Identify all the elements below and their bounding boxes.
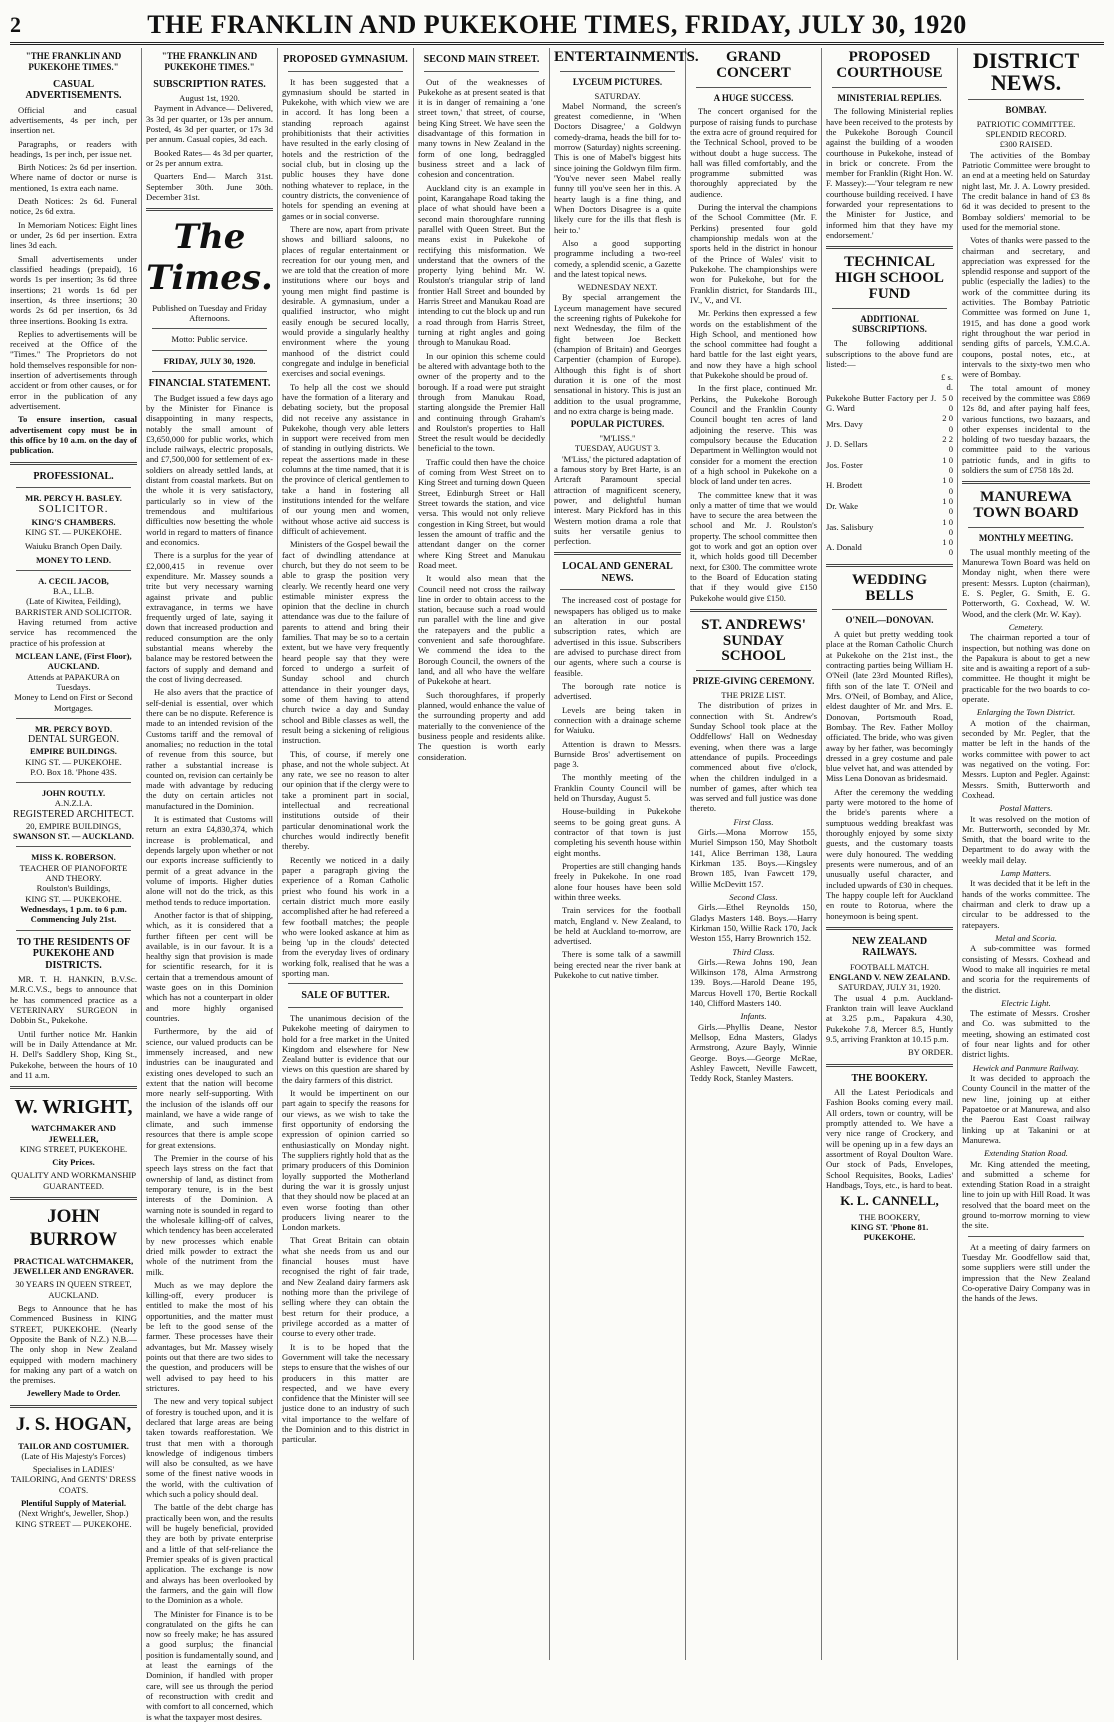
railways-subheading: FOOTBALL MATCH.: [850, 961, 929, 972]
roberson-title: TEACHER OF PIANOFORTE AND THEORY.: [19, 862, 128, 884]
news-item: There is some talk of a sawmill being erected near the river bank at Pukekohe to cut native timber.: [554, 949, 681, 981]
burrow-name: JOHN BURROW: [29, 1206, 118, 1250]
bookery-shop: THE BOOKERY,: [859, 1211, 920, 1222]
vet-text: MR. T. H. HANKIN, B.V.Sc. M.R.C.V.S., begs to announce that he has commenced practice as a VETERINARY SURGEON in Dobbin St., Pukekohe.: [10, 974, 137, 1026]
cemetery-heading: Cemetery.: [1008, 621, 1044, 632]
bookery-address: KING ST. 'Phone 81. PUKEKOHE.: [850, 1222, 929, 1243]
subs-quarters: Quarters End— March 31st. September 30th. June 30th. December 31st.: [146, 171, 273, 202]
casual-para: Official and casual advertisements, 4s per inch, per insertion net.: [10, 104, 137, 136]
columns: [6, 48, 1106, 1722]
ad-routly: [10, 788, 137, 841]
article-paragraph: The new and very topical subject of forestry is touched upon, and it is declared that large areas are being taken towards reafforestation. We trust that men with a thorough knowledge of indigenous timbers will also be consulted, as we have some of the finest native woods in the world, with the cultivation of which such a policy should deal.: [146, 1396, 273, 1500]
subs-heading: SUBSCRIPTION RATES.: [153, 78, 266, 90]
article-paragraph: Much as we may deplore the killing-off, every producer is entitled to make the most of his opportunities, and the matter must be left to the good sense of the farmer. These processes have their advantages, but Mr. Massey wisely points out that there are two sides to the question, and producers will be well advised to pay heed to his strictures.: [146, 1279, 273, 1393]
casual-para: Replies to advertisements will be received at the Office of the "Times." The Proprietors do not hold themselves responsible for non-insertion of advertisements through accident or from other causes, or for error in the publication of any advertisement.: [10, 328, 137, 412]
financial-heading: FINANCIAL STATEMENT.: [148, 378, 271, 390]
courthouse-subheading: MINISTERIAL REPLIES.: [837, 92, 942, 103]
newspaper-title: THE FRANKLIN AND PUKEKOHE TIMES, FRIDAY, JULY 30, 1920: [147, 10, 967, 39]
casual-title: "THE FRANKLIN AND PUKEKOHE TIMES.": [25, 51, 122, 72]
news-item: Train services for the football match, England v. New Zealand, to be held at Auckland to-morrow, are advertised.: [554, 905, 681, 947]
hewick-text: It was decided to approach the County Council in the matter of the new line, joining up at either Papatoetoe or at Manurewa, and also the Paerou East Coast railway linking up at Takanini or at Manurewa.: [962, 1073, 1090, 1145]
article-paragraph: It is estimated that Customs will return an extra £4,830,374, which increase is problematical, and depends largely upon whether or not our exports increase sufficiently to permit of a great advance in the volume of imports. Higher duties alone will not do the trick, as this method tends to reduce importation.: [146, 814, 273, 907]
roberson-name: MISS K. ROBERSON.: [31, 852, 116, 863]
professional-heading: PROFESSIONAL.: [33, 470, 114, 482]
enlarging-text: A motion of the chairman, seconded by Mr. Pegler, that the matter be left in the hands of the works committee with power to act was negatived on the voting. For: Messrs. Lupton and Pegler. Against: Messrs. Smith, Butterworth and Coxhead.: [962, 717, 1090, 800]
subs-date: August 1st, 1920.: [179, 93, 240, 104]
boyd-phone: P.O. Box 18. 'Phone 43S.: [30, 766, 117, 777]
district-news-heading: DISTRICT NEWS.: [972, 48, 1080, 95]
infants-text: Girls.—Phyllis Deane, Nestor Mellsop, Edna Masters, Gladys Armstrong, Azure Bayly, Winnie George. Boys.—George McRae, Ashley Fawcett, Neville Fawcett, Teddy Rock, Stanley Masters.: [690, 1021, 817, 1084]
popular-pictures-heading: POPULAR PICTURES.: [570, 419, 665, 430]
column-courthouse: [822, 48, 958, 1660]
wedding-text: A quiet but pretty wedding took place at the Roman Catholic Church at Pukekohe on the 21st inst., the contracting parties being William H. O'Neil (late 23rd Mounted Rifles), fifth son of the late T. O'Neil and Mrs. O'Neil, of Bombay, and Alice, eldest daughter of Mr. and Mrs. E. Donovan, Portsmouth Road, Bombay. The Rev. Father Molloy officiated. The bride, who was given away by her father, was becomingly dressed in a grey costume and pale blue velvet hat, and was attended by Miss Lena Donovan as bridesmaid.: [826, 629, 953, 784]
published-days: Published on Tuesday and Friday Afternoons.: [152, 302, 267, 324]
article-paragraph: The concert organised for the purpose of raising funds to purchase the extra acre of ground required for the Technical School, proved to be without doubt a huge success. The hall was filled comfortably, and the programme submitted was thoroughly appreciated by the audience.: [690, 106, 817, 199]
article-paragraph: Mabel Normand, the screen's greatest comedienne, in 'When Doctors Disagree,' a Goldwyn comedy-drama, heads the bill for to-morrow (Saturday) nights screening. This is one of Mabel's biggest hits since joining the Goldwyn film firm. 'You've never seen Mabel really funny till you've seen her in this. A hearty laugh is a fine thing, and When Doctors Disagree is a quite likely cure for the ills that flesh is heir to.': [554, 100, 681, 235]
basley-title: SOLICITOR.: [38, 503, 109, 516]
routly-building: 20, EMPIRE BUILDINGS,: [25, 820, 121, 831]
second-class-heading: Second Class.: [729, 891, 778, 902]
table-row: Jos. Foster 1 0 0: [826, 454, 953, 475]
ad-jacob: [10, 576, 137, 713]
hogan-supply: Plentiful Supply of Material.: [20, 1498, 127, 1509]
splendid-record: SPLENDID RECORD.: [985, 129, 1067, 140]
casual-para: In Memoriam Notices: Eight lines or under, 2s 6d per insertion. Extra lines 3d each.: [10, 219, 137, 251]
prize-list-heading: THE PRIZE LIST.: [721, 690, 786, 701]
routly-name: JOHN ROUTLY.: [41, 788, 106, 799]
third-class-text: Girls.—Rewa Johns 190, Jean Wilkinson 178, Alma Armstrong 139. Boys.—Harold Deane 195, Marcus Hovell 170, Bertie Rockall 140, Clifford Masters 140.: [690, 956, 817, 1009]
railways-order: BY ORDER.: [907, 1047, 953, 1058]
jacob-title: BARRISTER AND SOLICITOR.: [15, 606, 132, 617]
boyd-name: MR. PERCY BOYD.: [34, 723, 113, 734]
extending-heading: Extending Station Road.: [984, 1148, 1068, 1159]
lamp-heading: Lamp Matters.: [1000, 868, 1052, 879]
tuesday-heading: TUESDAY, AUGUST 3.: [574, 443, 661, 454]
column-entertainments: [550, 48, 699, 1660]
cemetery-text: The chairman reported a tour of inspection, but nothing was done on the Papakura is about to get a new site and is awaiting a report of a sub-committee. He thought it might be practicable for the two boards to co-operate.: [962, 632, 1090, 705]
boyd-address: KING ST. — PUKEKOHE.: [25, 756, 122, 767]
article-paragraph: Out of the weaknesses of Pukekohe as at present seated is that it is in danger of remaining a 'one street town,' that street, of course, being King Street. We have seen the disadvantage of this formation in many towns in New Zealand in the form of one long, bedraggled business street and a lack of cohesion and concentration.: [418, 76, 545, 180]
patriotic-heading: PATRIOTIC COMMITTEE.: [976, 118, 1076, 129]
hogan-trade: TAILOR AND COSTUMIER.: [18, 1440, 129, 1451]
article-paragraph: He also avers that the practice of self-denial is essential, over which there can be no dispute. Reference is made to an intended revision of the Customs tariff and the removal of anomalies; no reduction in the total of revenue from this source, but rather a substantial increase is counted on, revision can certainly be made with advantage by reducing the duty on certain articles not manufactured in the Dominion.: [146, 687, 273, 811]
first-class-text: Girls.—Mona Morrow 155, Muriel Simpson 150, May Shotbolt 141, Alice Berriman 138, Laura Kirkman 135. Boys.—Kingsley Brown 185, Ivan Fawcett 179, Willie McDevitt 157.: [690, 827, 817, 889]
column-editorial: [142, 48, 278, 1722]
burrow-jewellery: Jewellery Made to Order.: [26, 1388, 121, 1399]
saturday-heading: SATURDAY.: [594, 90, 641, 101]
technical-school-subheading: ADDITIONAL SUBSCRIPTIONS.: [852, 313, 927, 335]
raised-amount: £300 RAISED.: [999, 139, 1053, 150]
bookery-heading: THE BOOKERY.: [851, 1072, 928, 1084]
casual-para: Death Notices: 2s 6d. Funeral notice, 2s 6d extra.: [10, 196, 137, 217]
article-paragraph: The total amount of money received by the committee was £869 12s 8d, and after paying half fees, various functions, two bazaars, and other expenses incidental to the holding of two tuesday bazaars, the committee paid to the various patriotic funds, and in gifts to soldiers the sum of £758 18s 2d.: [962, 382, 1090, 476]
vet-text: Until further notice Mr. Hankin will be in Daily Attendance at Mr. H. Dell's Saddlery Shop, King St., Pukekohe, between the hours of 10 and 11 a.m.: [10, 1028, 137, 1080]
bookery-text: All the Latest Periodicals and Fashion Books coming every mail. All orders, town or country, will be promptly attended to. We have a very nice range of Crockery, and will be opening up in a few days an assortment of Royal Doulton Ware. Our stock of Pads, Envelopes, School Requisites, Books, Ladies' Handbags, Toys, etc., is hard to beat.: [826, 1087, 953, 1190]
lyceum-heading: LYCEUM PICTURES.: [572, 76, 663, 87]
page-number: 2: [10, 12, 21, 37]
casual-para: Paragraphs, or readers with headings, 1s per inch, per issue net.: [10, 138, 137, 159]
boyd-title: DENTAL SURGEON.: [27, 734, 120, 746]
butter-article: [282, 1013, 409, 1445]
jacob-papakura: Attends at PAPAKURA on Tuesdays.: [27, 671, 120, 692]
column-main-street: [414, 48, 550, 1660]
jacob-office: MCLEAN LANE, (First Floor), AUCKLAND.: [15, 651, 132, 672]
manurewa-text: The usual monthly meeting of the Manurewa Town Board was held on Monday night, when there were present: Messrs. Lupton (chairman), E. S. Pegler, G. Smith, E. G. Potterworth, G. Coxhead, W. W. Wood, and the clerk (Mr. W. Kay).: [962, 546, 1090, 619]
news-item: The borough rate notice is advertised.: [554, 680, 681, 702]
article-paragraph: That Great Britain can obtain what she needs from us and our financial houses must have recognised the right of fair trade, and New Zealand dairy farmers ask nothing more than the privilege of selling where they can obtain the best return for their produce, a privilege accorded as a matter of course to every other trade.: [282, 1235, 409, 1339]
wednesday-heading: WEDNESDAY NEXT.: [577, 282, 658, 293]
electric-heading: Electric Light.: [1001, 997, 1051, 1008]
postal-text: It was resolved on the motion of Mr. Butterworth, seconded by Mr. Smith, that the board write to the Department to do away with the weekly mail delay.: [962, 813, 1090, 865]
article-paragraph: Traffic could then have the choice of coming from West Street on to King Street and turning down Queen Street, Edinburgh Street or Hall Street towards the station, and vice versa. This would not only relieve congestion in King Street, but would lessen the amount of traffic and the attendant danger on the corner where King Street and Manukau Road meet.: [418, 456, 545, 570]
jacob-name: A. CECIL JACOB,: [38, 575, 109, 586]
burrow-trade: PRACTICAL WATCHMAKER, JEWELLER AND ENGRAVER.: [13, 1255, 134, 1276]
local-news: [554, 595, 681, 980]
ad-wright: [10, 1095, 137, 1191]
roberson-building: Roulston's Buildings,: [36, 883, 111, 894]
financial-article: [146, 393, 273, 1722]
table-row: A. Donald 1 0 0: [826, 537, 953, 558]
dairy-text: At a meeting of dairy farmers on Tuesday Mr. Goodfellow said that, some suppliers were still under the impression that the New Zealand Co-operative Dairy Company was in the hands of the Jews.: [962, 1241, 1090, 1304]
wedding-subheading: O'NEIL—DONOVAN.: [845, 615, 934, 626]
ad-hogan: [10, 1414, 137, 1529]
wedding-text: After the ceremony the wedding party were motored to the home of the bride's parents where a sumptuous wedding breakfast was thoroughly enjoyed by some sixty guests, and the customary toasts were duly honoured. The wedding presents were numerous, and of an unusually useful character, and included upwards of £30 in cheques. The happy couple left for Auckland en route to Rotorua, where the honeymoon is being spent.: [826, 786, 953, 921]
article-paragraph: Another factor is that of shipping, which, as it is considered that a further fifteen per cent will be available, is in our favour. It is a healthy sign that provision is made for scientific research, for it is certain that a tremendous amount of waste goes on in this Dominion which has not a counterpart in older and more highly organised countries.: [146, 909, 273, 1023]
article-paragraph: There are now, apart from private shows and billiard saloons, no places of regular entertainment or recreation for our young men, and we are told that the creation of more institutions where our boys and young men might find pastime is desirable. A gymnasium, under a qualified instructor, who might easily enough be secured locally, would provide a singularly healthy environment where the young manhood of the district could congregate and indulge in beneficial exercises and social evenings.: [282, 223, 409, 379]
gymnasium-article: [282, 77, 409, 979]
basley-chambers: KING'S CHAMBERS.: [31, 516, 116, 527]
article-paragraph: The Minister for Finance is to be congratulated on the gifts he can now so freely make; he has assured a good surplus; the financial position is fundamentally sound, and at least the earnings of the Dominion, if handled with proper care, will see us through the period of reconstruction with credit and with comfort to all concerned, which is what the taxpayer most desires.: [146, 1608, 273, 1722]
wright-name: W. WRIGHT,: [14, 1096, 133, 1119]
table-row: Mrs. Davy 2 0 0: [826, 413, 953, 434]
times-nameplate: The Times.: [146, 217, 273, 299]
metal-heading: Metal and Scoria.: [995, 932, 1057, 943]
prize-text: The distribution of prizes in connection with St. Andrew's Sunday School took place at the Oddfellows' Hall on Wednesday evening, when there was a large attendance of pupils. Proceedings commenced about five o'clock, when the children indulged in a number of games, after which tea was served and full justice was done thereto.: [690, 700, 817, 814]
article-paragraph: It is to be hoped that the Government will take the necessary steps to ensure that the wishes of our producers in this matter are respected, and we have every confidence that the Minister will see justice done to an industry of such vital importance to the welfare of the Dominion and to this district in particular.: [282, 1341, 409, 1445]
article-paragraph: It would also mean that the Council need not cross the railway line in order to obtain access to the station, because such a road would run parallel with the line and give the ratepayers and the public a convenient and safe thoroughfare. We commend the idea to the Borough Council, the owners of the land, and all who have the welfare of Pukekohe at heart.: [418, 573, 545, 687]
basley-name: MR. PERCY H. BASLEY.: [25, 493, 122, 504]
news-item: House-building in Pukekohe seems to be going great guns. A contractor of that town is just completing his seventh house within eight months.: [554, 806, 681, 858]
article-paragraph: Also a good supporting programme including a two-reel comedy, a splendid scenic, a Gazette and the latest topical news.: [554, 237, 681, 279]
article-paragraph: Auckland city is an example in point, Karangahape Road taking the place of what should have been a second main thoroughfare running parallel with Queen Street. But the means exist in Pukekohe of rectifying this misformation. We understand that the owners of the property lying behind Mr. W. Roulston's triangular strip of land frontier Hall Street and bounded by Harris Street and Manukau Road are intending to cut the block up and run a road through from Harris Street, turning at right angles and going through to Manukau Road.: [418, 182, 545, 348]
postal-heading: Postal Matters.: [999, 803, 1053, 814]
article-paragraph: To help all the cost we should have the formation of a literary and debating society, but the proposal did not receive any assistance in Pukekohe, though very able letters in support were received from men of standing in outlying districts. We repeat the assertions made in these columns at the time named, that it is the province of clerical gentlemen to take a hand in fostering all institutions intended for the welfare of our young men and women, without whose active aid success is difficult of achievement.: [282, 381, 409, 536]
article-paragraph: The activities of the Bombay Patriotic Committee were brought to an end at a meeting held on Saturday night last, Mr. J. A. Lowry presided. The credit balance in hand of £3 8s 6d it was decided to present to the Bombay soldiers' memorial to be used for the memorial stone.: [962, 149, 1090, 232]
casual-para: To ensure insertion, casual advertisement copy must be in this office by 10 a.m. on the day of publication.: [10, 414, 137, 456]
gymnasium-heading: PROPOSED GYMNASIUM.: [283, 54, 408, 65]
railways-heading: NEW ZEALAND RAILWAYS.: [851, 935, 928, 959]
railways-date: SATURDAY, JULY 31, 1920.: [838, 982, 941, 993]
dateline: FRIDAY, JULY 30, 1920.: [163, 355, 256, 366]
money-to-lend: MONEY TO LEND.: [35, 554, 112, 565]
hogan-address: (Next Wright's, Jeweller, Shop.) KING STREET — PUKEKOHE.: [15, 1508, 132, 1529]
boyd-building: EMPIRE BUILDINGS.: [30, 746, 117, 757]
ad-basley: [10, 493, 137, 565]
roberson-hours: Wednesdays, 1 p.m. to 6 p.m. Commencing July 21st.: [20, 903, 127, 925]
column-concert: [686, 48, 822, 1660]
wednesday-text: By special arrangement the Lyceum management have secured the screening rights of Pukekohe for next Wednesday, the film of the fight between Joe Beckett (champion of Britain) and Georges Carpentier (champion of Europe). Although this fight is of short duration it is one of the most sensational in history. This is just an addition to the usual programme, and no extra charge is being made.: [554, 292, 681, 416]
grand-concert-heading: GRAND CONCERT: [716, 49, 791, 81]
butter-heading: SALE OF BUTTER.: [301, 990, 390, 1002]
wedding-heading: WEDDING BELLS: [851, 571, 927, 604]
article-paragraph: This, of course, if merely one phase, and not the whole subject. At any rate, we see no reason to alter our opinion that if the clergy were to take a prominent part in social, intellectual and recreational institutions outside of their particular denominational work the churches would indirectly benefit thereby.: [282, 748, 409, 852]
routly-title: REGISTERED ARCHITECT.: [13, 808, 134, 820]
ad-roberson: [10, 852, 137, 924]
first-class-heading: First Class.: [733, 816, 774, 827]
technical-school-heading: TECHNICAL HIGH SCHOOL FUND: [835, 254, 944, 302]
article-paragraph: The committee knew that it was only a matter of time that we would have to secure the area between the school and Mr. J. Roulston's property. The school committee then got to work and got an option over it, which holds good till December next, for £300. The committee wrote to the Board of Education stating that if they would give £150 Pukekohe would give £150.: [690, 489, 817, 603]
manurewa-heading: MANUREWA TOWN BOARD: [973, 489, 1079, 522]
hogan-specialty: Specialises in LADIES' TAILORING, And GENTS' DRESS COATS.: [11, 1464, 136, 1495]
ad-burrow: [10, 1206, 137, 1399]
jacob-degree: B.A., LL.B.: [52, 586, 95, 597]
article-paragraph: Furthermore, by the aid of science, our valued products can be immensely increased, and new industries can be inaugurated and existing ones developed to such an extent that the nation will become more nearly self-supporting. With the inclusion of the islands off our mainland, we have a wide range of climate, and such immense resources that there is ample scope for great extensions.: [146, 1026, 273, 1150]
burrow-years: 30 YEARS IN QUEEN STREET, AUCKLAND.: [15, 1279, 132, 1300]
basley-address: KING ST. — PUKEKOHE.: [25, 526, 122, 537]
enlarging-heading: Enlarging the Town District.: [976, 707, 1076, 718]
subs-booked: Booked Rates— 4s 3d per quarter, or 2s per annum extra.: [146, 147, 273, 168]
railways-match: ENGLAND V. NEW ZEALAND.: [828, 972, 951, 983]
news-item: Properties are still changing hands freely in Pukekohe. In one road alone four houses have been sold within three weeks.: [554, 860, 681, 902]
entertainments-heading: ENTERTAINMENTS.: [554, 49, 699, 65]
jacob-money: Money to Lend on First or Second Mortgages.: [14, 692, 133, 713]
column-advertisements: [6, 48, 142, 1660]
jacob-late: (Late of Kiwitea, Feilding),: [26, 596, 121, 607]
lamp-text: It was decided that it be left in the hands of the works committee. The chairman and clerk to draw up a circular to be addressed to the ratepayers.: [962, 878, 1090, 930]
article-paragraph: Recently we noticed in a daily paper a paragraph giving the experience of a Roman Catholic priest who found his work in a certain district much more easily accomplished after he had refereed a few football matches; the people who were looked askance at him as being 'up in the clouds' detected from the everyday lives of ordinary working folk, realised that he was a sporting man.: [282, 854, 409, 979]
table-header: £ s. d.: [941, 372, 953, 393]
casual-para: Small advertisements under classified headings (prepaid), 16 words 1s per insertion; 3s 6d three insertions; 21 words 1s 6d per insertion, 4s three insertions; 30 words 2s 6d per insertion, 6s 3d three insertions. Booking 1s extra.: [10, 253, 137, 326]
burrow-text: Begs to Announce that he has Commenced Business in KING STREET, PUKEKOHE. (Nearly Opposite the Bank of N.Z.) N.B.—The only shop in New Zealand equipped with modern machinery for making any part of a watch on the premises.: [10, 1302, 137, 1386]
news-item: The increased cost of postage for newspapers has obliged us to make an alteration in our postal subscription rates, which are advertised in this issue. Subscribers are advised to purchase direct from our agents, where such a course is feasible.: [554, 595, 681, 678]
courthouse-text: The following Ministerial replies have been received to the protests by the Pukekohe Borough Council against the building of a wooden courthouse in Pukekohe, instead of in brick or concrete. From the member for Franklin (Right Hon. W. F. Massey):—'Your telegram re new courthouse building received. I have forwarded your representations to the Minister for Justice, and informed him that they have my endorsement.': [826, 106, 953, 241]
hewick-heading: Hewick and Panmure Railway.: [972, 1062, 1080, 1073]
waiuku-branch: Waiuku Branch Open Daily.: [24, 541, 123, 552]
table-row: Pukekohe Butter Factory per J. G. Ward 5 0 0: [826, 392, 953, 414]
third-class-heading: Third Class.: [732, 946, 775, 957]
casual-heading: CASUAL ADVERTISEMENTS.: [25, 78, 122, 102]
wright-address: KING STREET, PUKEKOHE.: [19, 1143, 128, 1154]
article-paragraph: Mr. Perkins then expressed a few words on the establishment of the High School, and mentioned how the school committee had fought a hard battle for the last eight years, and now they have a high school that Pukekohe should be proud of.: [690, 308, 817, 381]
extending-text: Mr. King attended the meeting, and submitted a scheme for extending Station Road in a straight line to join up with Hill Road. It was resolved that the board meet on the ground to-morrow morning to view the site.: [962, 1158, 1090, 1231]
subs-title: "THE FRANKLIN AND PUKEKOHE TIMES.": [161, 51, 258, 72]
table-row: Jas. Salisbury 1 0 0: [826, 516, 953, 537]
article-paragraph: During the interval the champions of the School Committee (Mr. F. Perkins) presented four gold championship medals won at the sports held in the district in honour of the Prince of Wales' visit to Pukekohe. The championships were won for Pukekohe, but for the Franklin district, for Standards III., IV., V., and VI.: [690, 202, 817, 305]
concert-article: [690, 106, 817, 603]
casual-rates: [10, 105, 137, 456]
article-paragraph: In our opinion this scheme could be altered with advantage both to the owner of the property and to the borough. If a road were put straight through from Manukau Road, starting alongside the Premier Hall and continuing through Graham's and Roulston's properties to Hall Street the result would be decidedly beneficial to the town.: [418, 350, 545, 454]
electric-text: The estimate of Messrs. Crosher and Co. was submitted to the meeting, showing an estimated cost of four near lights and for other district lights.: [962, 1008, 1090, 1060]
bookery-name: K. L. CANNELL,: [840, 1193, 939, 1209]
main-street-heading: SECOND MAIN STREET.: [423, 54, 540, 65]
ad-boyd: [10, 724, 137, 777]
bombay-heading: BOMBAY.: [1005, 105, 1047, 115]
news-item: The monthly meeting of the Franklin County Council will be held on Thursday, August 5.: [554, 772, 681, 804]
mliss-text: 'M'Liss,' the pictured adaptation of a famous story by Bret Harte, is an Artcraft Paramount special attraction of magnificent scenery, power, and delightful human interest. Mary Pickford has in this Western motion drama a role that suits her versatile genius to perfection.: [554, 453, 681, 547]
article-paragraph: In the first place, continued Mr. Perkins, the Pukekohe Borough Council and the Franklin County Council bought ten acres of land adjoining the reserve. This was compulsory because the Education Department in Wellington would not consider for a moment the erection of a high school in Pukekohe on a block of land under ten acres.: [690, 383, 817, 487]
article-paragraph: Ministers of the Gospel bewail the fact of dwindling attendance at church, but they do not seem to be able to grasp the position very clearly. We recently heard one very estimable minister express the opinion that the decline in church attendance was due to the failure of parents to attend and bring their families. That may be so to a certain extent, but we have very frequently heard people say that they were forced to undergo a surfeit of Sunday school and church attendance in their younger days, some of them having to attend church twice a day and Sunday school and Bible classes as well, the result being a sickening of religious instruction.: [282, 539, 409, 746]
article-paragraph: It has been suggested that a gymnasium should be started in Pukekohe, with which view we are in accord. It has long been a standing reproach against prohibitionists that their activities have resulted in the early closing of hotels and the restriction of the social club, but in closing up the public houses they have done nothing whatever to replace, in the country districts, the convenience of hotels for spending an evening at games or in social converse.: [282, 76, 409, 221]
article-paragraph: The unanimous decision of the Pukekohe meeting of dairymen to hold for a free market in the United Kingdom and elsewhere for New Zealand butter is evidence that our views on this question are shared by the dairy farmers of this district.: [282, 1012, 409, 1085]
st-andrews-heading: ST. ANDREWS' SUNDAY SCHOOL: [701, 616, 806, 665]
column-gymnasium: [278, 48, 414, 1660]
hogan-name: J. S. HOGAN,: [15, 1413, 132, 1435]
article-paragraph: There is a surplus for the year of £2,000,415 in revenue over expenditure. Mr. Massey sounds a trite but very necessary warning against private and public extravagance, in terms we have frequently urged of late, saying it down that increased production and reduced consumption are the only substantial means whereby the balance may be restored between the factors of supply and demand and the cost of living decreased.: [146, 550, 273, 684]
prize-giving-heading: PRIZE-GIVING CEREMONY.: [692, 676, 815, 687]
article-paragraph: The Premier in the course of his speech lays stress on the fact that ownership of land, as distinct from temporary tenure, is in the best interests of the Dominion. A warning note is sounded in regard to the wholesale killing-off of calves, which tendency has been accelerated by new processes which enable dried milk powder to extract the whole of the nutriment from the milk.: [146, 1153, 273, 1277]
hogan-late: (Late of His Majesty's Forces): [21, 1450, 126, 1461]
table-row: H. Brodett 1 0 0: [826, 475, 953, 496]
article-paragraph: The battle of the debt charge has practically been won, and the results will be hugely beneficial, provided they are both by private enterprise and a little of that self-reliance the Premier speaks of is given practical application. The exchange is now and always has been overlooked by the farmers, and the gain will flow to the Dominion as a whole.: [146, 1502, 273, 1606]
column-district-news: [958, 48, 1094, 1660]
main-street-article: [418, 77, 545, 762]
monthly-meeting-heading: MONTHLY MEETING.: [978, 532, 1074, 543]
motto: Motto: Public service.: [171, 334, 248, 345]
news-item: Attention is drawn to Messrs. Burnside Bros' advertisement on page 3.: [554, 738, 681, 770]
wright-prices: City Prices.: [52, 1157, 95, 1168]
infants-heading: Infants.: [740, 1011, 767, 1022]
news-item: Levels are being taken in connection with a drainage scheme for Waiuku.: [554, 704, 681, 736]
courthouse-heading: PROPOSED COURTHOUSE: [836, 49, 943, 81]
wright-trade: WATCHMAKER AND JEWELLER,: [30, 1123, 117, 1144]
table-row: Dr. Wake 1 0 0: [826, 495, 953, 517]
technical-school-intro: The following additional subscriptions to the above fund are listed:—: [826, 338, 953, 369]
vet-heading: TO THE RESIDENTS OF PUKEKOHE AND DISTRICTS.: [16, 936, 131, 971]
subscription-table: [826, 372, 953, 558]
subs-text: Payment in Advance— Delivered, 3s 3d per quarter, or 13s per annum. Posted, 4s 3d per quarter, or 17s 3d per annum. Casual copies, 3d each.: [146, 103, 273, 145]
routly-degree: A.N.Z.I.A.: [54, 798, 93, 809]
article-paragraph: The Budget issued a few days ago by the Minister for Finance is disappointing in many respects, notably the small amount of £3,650,000 for public works, which include railways, electric proposals, and £7,500,000 for settlement of ex-soldiers on already settled lands, at distant from coastal markets. But on the whole it is very satisfactory, particularly so in view of the tremendous and multifarious difficulties now besetting the whole world in regard to matters of finance and economics.: [146, 392, 273, 547]
article-paragraph: Such thoroughfares, if properly planned, would enhance the value of the surrounding property and add materially to the convenience of the business people and residents alike. The question is worth early consideration.: [418, 689, 545, 762]
local-news-heading: LOCAL AND GENERAL NEWS.: [562, 561, 673, 584]
jacob-text: Having returned from active service has recommenced the practice of his profession at: [10, 617, 137, 648]
routly-address: SWANSON ST. — AUCKLAND.: [13, 831, 134, 842]
wright-quality: QUALITY AND WORKMANSHIP GUARANTEED.: [10, 1170, 137, 1191]
article-paragraph: Votes of thanks were passed to the chairman and secretary, and appreciation was expressed for the splendid response and support of the public (especially the ladies) to the work of the committee during its activities. The Bombay Patriotic Committee was formed on June 1, 1915, and has done a good work right throughout the war period in sending gifts of parcels, Y.M.C.A. coupons, postal notes, etc., at intervals to the sixty-two men who were of Bombay.: [962, 235, 1090, 380]
roberson-address: KING ST. — PUKEKOHE.: [25, 893, 122, 904]
second-class-text: Girls.—Ethel Reynolds 150, Gladys Masters 148. Boys.—Harry Kirkman 150, Willie Rack 170, Jack Weston 155, Harry Brownrich 152.: [690, 902, 817, 944]
masthead: [10, 8, 1104, 45]
railways-text: The usual 4 p.m. Auckland-Frankton train will leave Auckland at 3.25 p.m., Papakura 4.30, Pukekohe 7.8, Mercer 8.5, Huntly 9.5, arriving Frankton at 10.15 p.m.: [826, 992, 953, 1044]
metal-text: A sub-committee was formed consisting of Messrs. Coxhead and Wood to make all inquiries re metal and scoria for the requirements of the district.: [962, 943, 1090, 995]
casual-para: Birth Notices: 2s 6d per insertion. Where name of doctor or nurse is mentioned, 1s extra each name.: [10, 162, 137, 193]
huge-success: A HUGE SUCCESS.: [713, 92, 794, 103]
article-paragraph: It would be impertinent on our part again to specify the reasons for our views, as we wish to take the first opportunity of endorsing the expression of opinion carried so enthusiastically on Monday night. The suppliers rightly hold that as the primary producers of this Dominion loyally supported the Motherland during the war it is grossly unjust that they should now be placed at an even worse footing than other producers living nearer to the London markets.: [282, 1088, 409, 1233]
mliss-heading: "M'LISS.": [599, 433, 636, 444]
table-row: J. D. Sellars 2 2 0: [826, 434, 953, 455]
